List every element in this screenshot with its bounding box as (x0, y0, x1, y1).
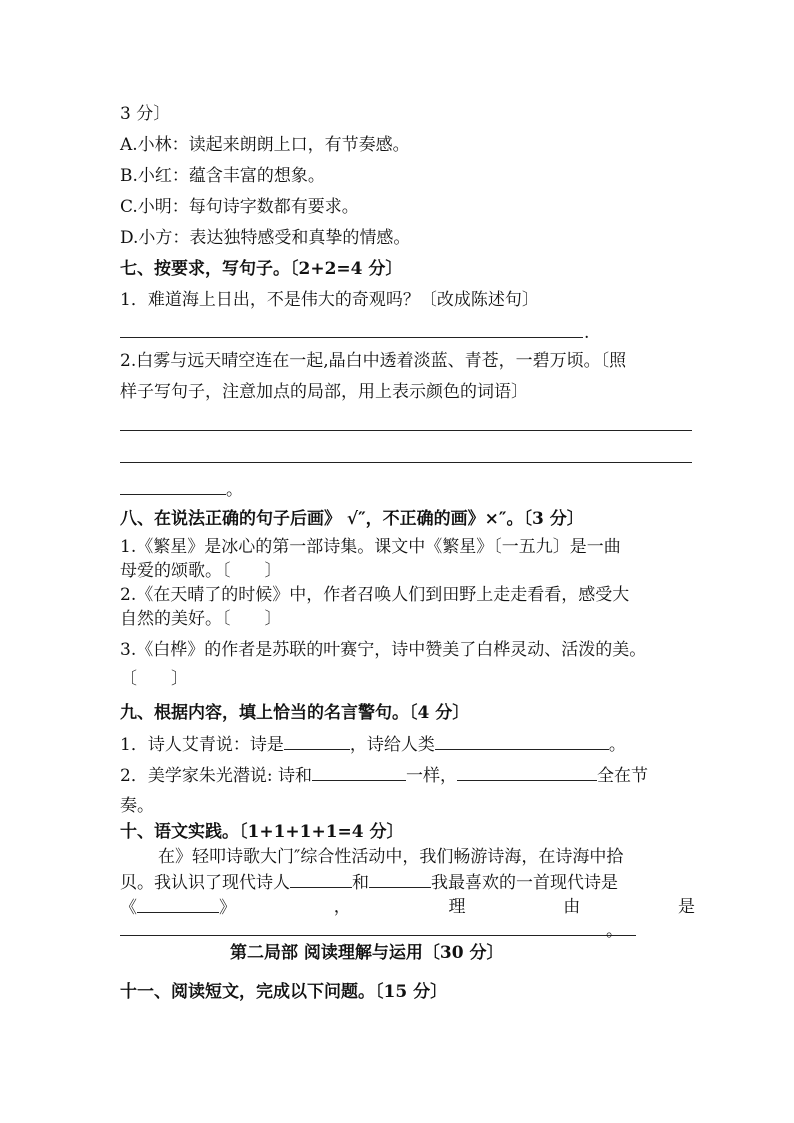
q7-answer-line-1[interactable] (120, 337, 583, 338)
q8-item-2b: 自然的美好。〔 〕 (120, 609, 282, 629)
q8-item-2a: 2.《在天晴了的时候》中，作者召唤人们到田野上走走看看，感受大 (120, 585, 630, 605)
q7-sentence-2a: 2.白雾与远天晴空连在一起,晶白中透着淡蓝、青苍，一碧万顷。〔照 (120, 351, 627, 371)
q10-p2-prefix: 贝。我认识了现代诗人 (120, 873, 290, 893)
q10-blank-poet-2[interactable] (369, 871, 431, 888)
q9-blank-3[interactable] (312, 764, 406, 781)
q10-reason-end: 。 (606, 921, 623, 941)
q7-answer-line-2[interactable] (120, 430, 692, 431)
q6-score-cont: 3 分〕 (120, 104, 171, 124)
q9-line-1-end: 。 (608, 735, 626, 755)
q10-paragraph-3 (120, 896, 695, 919)
q7-answer-line-3[interactable] (120, 462, 692, 463)
q10-title: 十、语文实践。〔1+1+1+1=4 分〕 (120, 822, 404, 842)
q10-p2-end: 我最喜欢的一首现代诗是 (431, 873, 618, 893)
q10-blank-poem[interactable] (137, 896, 219, 913)
q6-option-b: B.小红：蕴含丰富的想象。 (120, 166, 325, 186)
q9-line-2-end: 全在节 (596, 766, 648, 786)
q8-item-1a: 1.《繁星》是冰心的第一部诗集。课文中《繁星》〔一五九〕是一曲 (120, 537, 621, 557)
q10-p3-open: 《 (120, 898, 137, 918)
q11-title: 十一、阅读短文，完成以下问题。〔15 分〕 (120, 982, 448, 1002)
q10-reason-line[interactable] (120, 935, 636, 936)
q9-line-2-prefix: 2．美学家朱光潜说: 诗和 (120, 766, 312, 786)
q10-p3-shi: 是 (678, 897, 695, 917)
q7-sentence-2b: 样子写句子，注意加点的局部，用上表示颜色的词语〕 (120, 382, 528, 402)
q6-option-d: D.小方：表达独特感受和真挚的情感。 (120, 228, 411, 248)
q10-blank-poet-1[interactable] (290, 871, 352, 888)
q7-title: 七、按要求，写句子。〔2+2=4 分〕 (120, 259, 403, 279)
q9-line-1-prefix: 1．诗人艾青说：诗是 (120, 735, 284, 755)
q9-blank-2[interactable] (435, 733, 609, 750)
q8-title: 八、在说法正确的句子后画》 √″，不正确的画》×″。〔3 分〕 (120, 509, 584, 529)
q9-line-2-mid: 一样， (405, 766, 457, 786)
q10-p3-li: 理 (448, 897, 466, 917)
q10-p3-close: 》 (219, 898, 236, 918)
q10-p3-you: 由 (563, 897, 581, 917)
q7-line-1-end: . (584, 323, 590, 343)
q9-blank-1[interactable] (284, 733, 350, 750)
q9-line-1 (120, 733, 695, 756)
q9-line-2-cont: 奏。 (120, 796, 154, 816)
q10-paragraph-1: 在》轻叩诗歌大门″综合性活动中，我们畅游诗海，在诗海中拾 (158, 847, 624, 867)
q6-option-c: C.小明：每句诗字数都有要求。 (120, 197, 359, 217)
q9-title: 九、根据内容，填上恰当的名言警句。〔4 分〕 (120, 703, 470, 723)
part2-title: 第二局部 阅读理解与运用〔30 分〕 (230, 943, 504, 963)
q8-item-1b: 母爱的颂歌。〔 〕 (120, 561, 282, 581)
q9-line-1-mid: ，诗给人类 (349, 735, 435, 755)
q7-sentence-1: 1．难道海上日出，不是伟大的奇观吗？〔改成陈述句〕 (120, 290, 539, 310)
q7-line-4-end: 。 (226, 480, 243, 500)
q9-line-2 (120, 764, 695, 787)
q8-item-3a: 3.《白桦》的作者是苏联的叶赛宁，诗中赞美了白桦灵动、活泼的美。 (120, 640, 647, 660)
q10-p2-mid: 和 (352, 873, 369, 893)
q10-p3-title-group (120, 896, 236, 919)
q6-option-a: A.小林：读起来朗朗上口，有节奏感。 (120, 135, 410, 155)
q10-p3-comma: ， (333, 897, 351, 917)
q10-paragraph-2 (120, 871, 695, 894)
q9-blank-4[interactable] (457, 764, 597, 781)
q8-item-3b: 〔 〕 (120, 669, 188, 689)
q7-answer-line-4[interactable] (120, 494, 226, 495)
